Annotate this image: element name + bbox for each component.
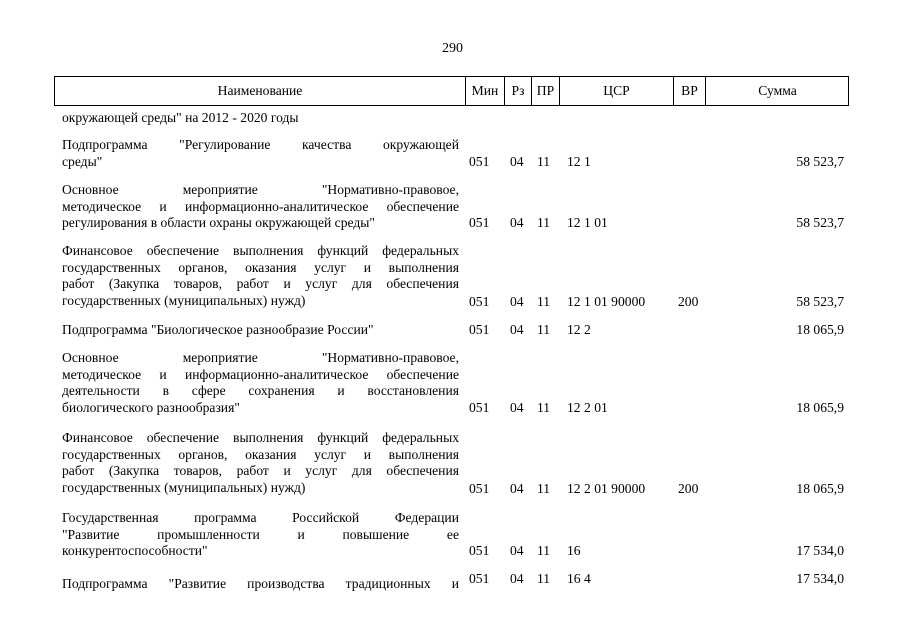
row-name-line: Основное мероприятие "Нормативно-правовое, [62,182,459,197]
cell-rz: 04 [510,215,524,230]
continuation-text: окружающей среды" на 2012 - 2020 годы [62,110,299,125]
cell-pr: 11 [537,322,551,337]
row-name-line: Подпрограмма "Биологическое разнообразие России" [62,322,374,337]
header-min: Мин [471,83,499,98]
row-name-line: государственных органов, оказания услуг и выполнения [62,259,459,275]
cell-sum: 58 523,7 [796,215,844,230]
cell-rz: 04 [510,322,524,337]
cell-csr: 12 1 01 [567,215,608,230]
header-vr: ВР [681,83,698,98]
row-name-line: Финансовое обеспечение выполнения функций федеральных [62,430,459,445]
table-row-name [62,137,459,170]
row-name-line: государственных (муниципальных) нужд) [62,479,306,495]
table-row-name [62,350,459,416]
cell-vr: 200 [678,294,699,309]
cell-min: 051 [469,154,490,169]
cell-sum: 18 065,9 [796,481,844,496]
cell-sum: 58 523,7 [796,294,844,309]
table-row-name [62,322,459,339]
row-name-line: Государственная программа Российской Федерации [62,510,459,525]
cell-pr: 11 [537,481,551,496]
cell-csr: 12 1 01 90000 [567,294,646,309]
table-row-name [62,576,459,593]
table-row-name [62,243,459,309]
cell-pr: 11 [537,294,551,309]
row-name-line: Финансовое обеспечение выполнения функций федеральных [62,243,459,258]
row-name-line: Подпрограмма "Регулирование качества окружающей [62,137,459,152]
row-name-line: методическое и информационно-аналитическое обеспечение [62,198,459,214]
cell-vr: 200 [678,481,699,496]
row-name-line: конкурентоспособности" [62,543,208,558]
cell-csr: 12 2 01 90000 [567,481,646,496]
row-name-line: регулирования в области охраны окружающей среды" [62,215,375,230]
cell-sum: 18 065,9 [796,400,844,415]
cell-csr: 16 4 [567,571,591,586]
cell-csr: 12 2 [567,322,591,337]
cell-rz: 04 [510,154,524,169]
cell-min: 051 [469,481,490,496]
cell-pr: 11 [537,543,551,558]
row-name-line: среды" [62,153,103,169]
cell-rz: 04 [510,294,524,309]
cell-rz: 04 [510,543,524,558]
cell-csr: 12 1 [567,154,591,169]
header-name: Наименование [217,83,303,98]
header-csr: ЦСР [603,83,630,98]
cell-sum: 58 523,7 [796,154,844,169]
cell-min: 051 [469,543,490,558]
header-sum: Сумма [758,83,797,98]
cell-csr: 16 [567,543,581,558]
cell-min: 051 [469,215,490,230]
cell-sum: 17 534,0 [796,543,844,558]
row-name-line: деятельности в сфере сохранения и восстановления [62,383,459,398]
row-name-line: государственных (муниципальных) нужд) [62,292,306,308]
cell-min: 051 [469,571,490,586]
cell-rz: 04 [510,481,524,496]
table-header [54,76,849,106]
row-name-line: работ (Закупка товаров, работ и услуг для обеспечения [62,463,459,478]
row-name-line: методическое и информационно-аналитическое обеспечение [62,366,459,382]
cell-min: 051 [469,400,490,415]
header-rz: Рз [511,83,525,98]
cell-csr: 12 2 01 [567,400,608,415]
table-row-name [62,510,459,560]
header-pr: ПР [536,83,555,98]
cell-rz: 04 [510,571,524,586]
row-name-line: биологического разнообразия" [62,399,240,415]
row-name-line: Подпрограмма "Развитие производства традиционных и [62,576,459,591]
table-row-name [62,430,459,496]
cell-pr: 11 [537,154,551,169]
cell-sum: 18 065,9 [796,322,844,337]
cell-min: 051 [469,294,490,309]
row-name-line: работ (Закупка товаров, работ и услуг для обеспечения [62,276,459,291]
cell-pr: 11 [537,571,551,586]
cell-sum: 17 534,0 [796,571,844,586]
row-name-line: государственных органов, оказания услуг и выполнения [62,446,459,462]
row-name-line: "Развитие промышленности и повышение ее [62,526,459,542]
row-name-line: Основное мероприятие "Нормативно-правовое, [62,350,459,365]
cell-rz: 04 [510,400,524,415]
page-number: 290 [442,41,463,56]
cell-min: 051 [469,322,490,337]
table-row-name [62,182,459,232]
cell-pr: 11 [537,400,551,415]
cell-pr: 11 [537,215,551,230]
